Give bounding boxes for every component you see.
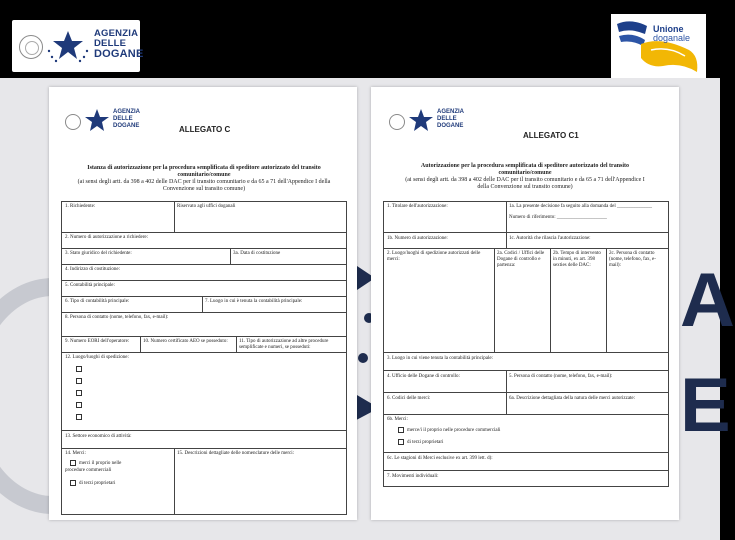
checkbox-5[interactable] [76,414,85,421]
field-merci-procedure: procedure commerciali [65,468,112,473]
checkbox-4[interactable] [76,402,85,409]
checkbox-merci-proprie[interactable]: merce/i il proprio nelle procedure commerciali [398,427,500,434]
field-descrizione-merci: 6a. Descrizione dettagliata della natura delle merci autorizzate: [509,396,636,401]
field-numero-autorizzazione: 1b. Numero di autorizzazione: [387,236,448,241]
field-luoghi-spedizione: 12. Luogo/luoghi di spedizione: [65,355,129,360]
field-ufficio-controllo: 4. Ufficio delle Dogane di controllo: [387,374,460,379]
field-eori: 9. Numero EORI dell'operatore: [65,339,130,344]
checkbox-2[interactable] [76,378,85,385]
field-aeo: 10. Numero certificato AEO se posseduto: [143,339,228,344]
document-allegato-c1 [371,87,679,520]
allegato-title: ALLEGATO C1 [523,131,579,140]
agenzia-dogane-logo [12,20,144,72]
field-settore: 13. Settore economico di attività: [65,434,132,439]
document-intro: Autorizzazione per la procedura semplificata di speditore autorizzato del transito comunitario/comune (ai sensi degli artt. da 398 a 402 delle DAC per il transito comunitario e da 65 a 71 dell'Appendice I della Convenzione sul transito comune) [405,163,645,190]
field-merci: 6b. Merci: [387,417,408,422]
field-merci: 14. Merci: [65,451,86,456]
field-descrizioni: 15. Descrizioni dettagliate delle nomenclature delle merci: [177,451,295,456]
field-altre-procedure: 11. Tipo di autorizzazione ad altre procedure semplificate e numeri, se posseduti: [239,339,329,350]
field-codici-merci: 6. Codici delle merci: [387,396,431,401]
field-data-costituzione: 3a. Data di costituzione [233,251,281,256]
field-domanda: 1a. La presente decisione fa seguito alla domanda del ______________ [509,204,653,209]
field-contabilita: 5. Contabilità principale: [65,283,115,288]
checkbox-terzi[interactable]: di terzi proprietari [70,480,115,487]
checkbox-3[interactable] [76,390,85,397]
field-titolare: 1. Titolare dell'autorizzazione: [387,204,448,209]
field-persona-contatto-5: 5. Persona di contatto (nome, telefono, fax, e-mail): [509,374,613,379]
doc-star-icon [407,107,435,135]
form-grid [61,201,347,515]
document-allegato-c [49,87,357,520]
field-luoghi-spedizione: 2. Luogo/luoghi di spedizione autorizzati delle merci: [387,251,481,262]
field-persona-contatto: 8. Persona di contatto (nome, telefono, fax, e-mail): [65,315,169,320]
unione-doganale-logo [611,14,706,78]
checkbox-1[interactable] [76,366,85,373]
doc-seal-icon [389,114,405,130]
field-stagioni: 6c. Le stagioni di Merci esclusive ex art. 399 lett. d): [387,456,493,461]
field-tempo-intervento: 2b. Tempo di intervento in minuti, ex art. 398 sexties delle DAC: [553,251,601,268]
allegato-title: ALLEGATO C [179,125,231,134]
field-indirizzo: 4. Indirizzo di costituzione: [65,267,120,272]
checkbox-merci-proprie[interactable]: merci il proprio nelle [70,460,121,467]
unione-doganale-text: Unione doganale [653,24,691,43]
field-riferimento: Numero di riferimento: ____________________ [509,215,607,220]
field-stato-giuridico: 3. Stato giuridico del richiedente: [65,251,132,256]
background-letter-a: A [680,258,735,343]
document-intro: Istanza di autorizzazione per la procedura semplificata di speditore autorizzato del transito comunitario/comune (ai sensi degli artt. da 398 a 402 delle DAC per il transito comunitario e da 65 a 71 dell'Appendice I della Convenzione sul transito comune) [77,165,331,192]
field-codici-uffici: 2a. Codici / Uffici delle Dogane di controllo e partenza: [497,251,545,268]
field-riservato: Riservato agli uffici doganali [177,204,236,209]
background-letter-e: E [680,363,731,448]
doc-agency-logo: AGENZIA DELLE DOGANE [61,105,147,139]
field-movimenti: 7. Movimenti individuali: [387,474,439,479]
doc-seal-icon [65,114,81,130]
field-richiedente: 1. Richiedente: [65,204,96,209]
doc-star-icon [83,107,111,135]
field-contabilita: 3. Luogo in cui viene tenuta la contabilità principale: [387,356,493,361]
star-emblem-icon [46,29,90,63]
republic-seal-icon [19,35,43,59]
doc-agency-logo: AGENZIA DELLE DOGANE [385,105,471,139]
field-tipo-contabilita: 6. Tipo di contabilità principale: [65,299,130,304]
field-numero-autorizzazione: 2. Numero di autorizzazione a richiedere: [65,235,149,240]
field-autorita: 1c. Autorità che rilascia l'autorizzazione: [509,236,591,241]
field-persona-contatto: 2c. Persona di contatto (nome, telefono, fax, e-mail): [609,251,656,268]
field-luogo-contabilita: 7. Luogo in cui è tenuta la contabilità principale: [205,299,303,304]
checkbox-terzi[interactable]: di terzi proprietari [398,439,443,446]
agency-name: AGENZIA DELLE DOGANE [94,28,144,60]
form-grid [383,201,669,487]
